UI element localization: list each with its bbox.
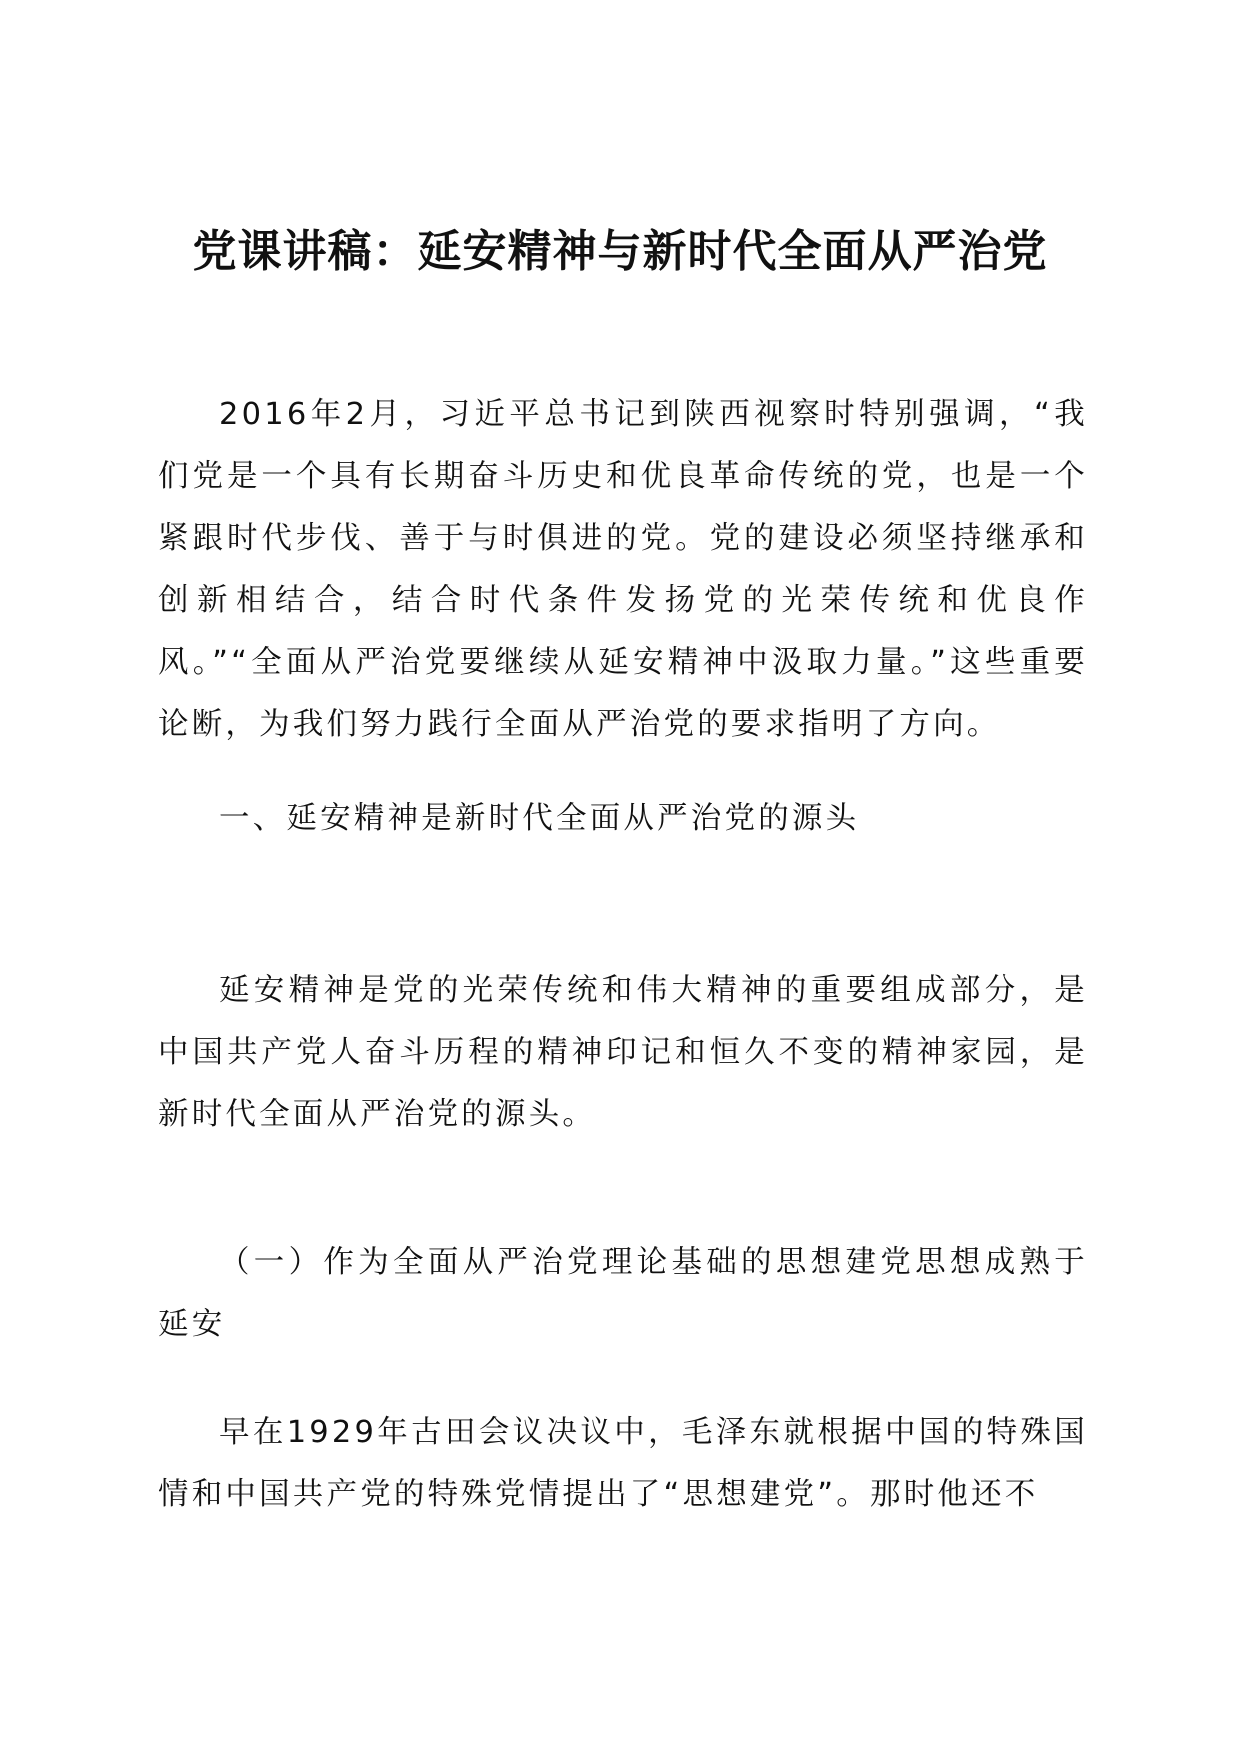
subsection-1-paragraph: 早在1929年古田会议决议中，毛泽东就根据中国的特殊国情和中国共产党的特殊党情提出了“思想建党”。那时他还不 — [158, 1415, 1088, 1512]
section-1-heading: 一、延安精神是新时代全面从严治党的源头 — [219, 801, 860, 836]
page-title: 党课讲稿：延安精神与新时代全面从严治党 — [192, 226, 1048, 277]
intro-paragraph: 2016年2月，习近平总书记到陕西视察时特别强调，“我们党是一个具有长期奋斗历史和优良革命传统的党，也是一个紧跟时代步伐、善于与时俱进的党。党的建设必须坚持继承和创新相结合，结合时代条件发扬党的光荣传统和优良作风。”“全面从严治党要继续从延安精神中汲取力量。”这些重要论断，为我们努力践行全面从严治党的要求指明了方向。 — [158, 397, 1088, 742]
section-1-paragraph: 延安精神是党的光荣传统和伟大精神的重要组成部分，是中国共产党人奋斗历程的精神印记和恒久不变的精神家园，是新时代全面从严治党的源头。 — [158, 973, 1088, 1132]
subsection-1-heading: （一）作为全面从严治党理论基础的思想建党思想成熟于延安 — [158, 1245, 1088, 1342]
